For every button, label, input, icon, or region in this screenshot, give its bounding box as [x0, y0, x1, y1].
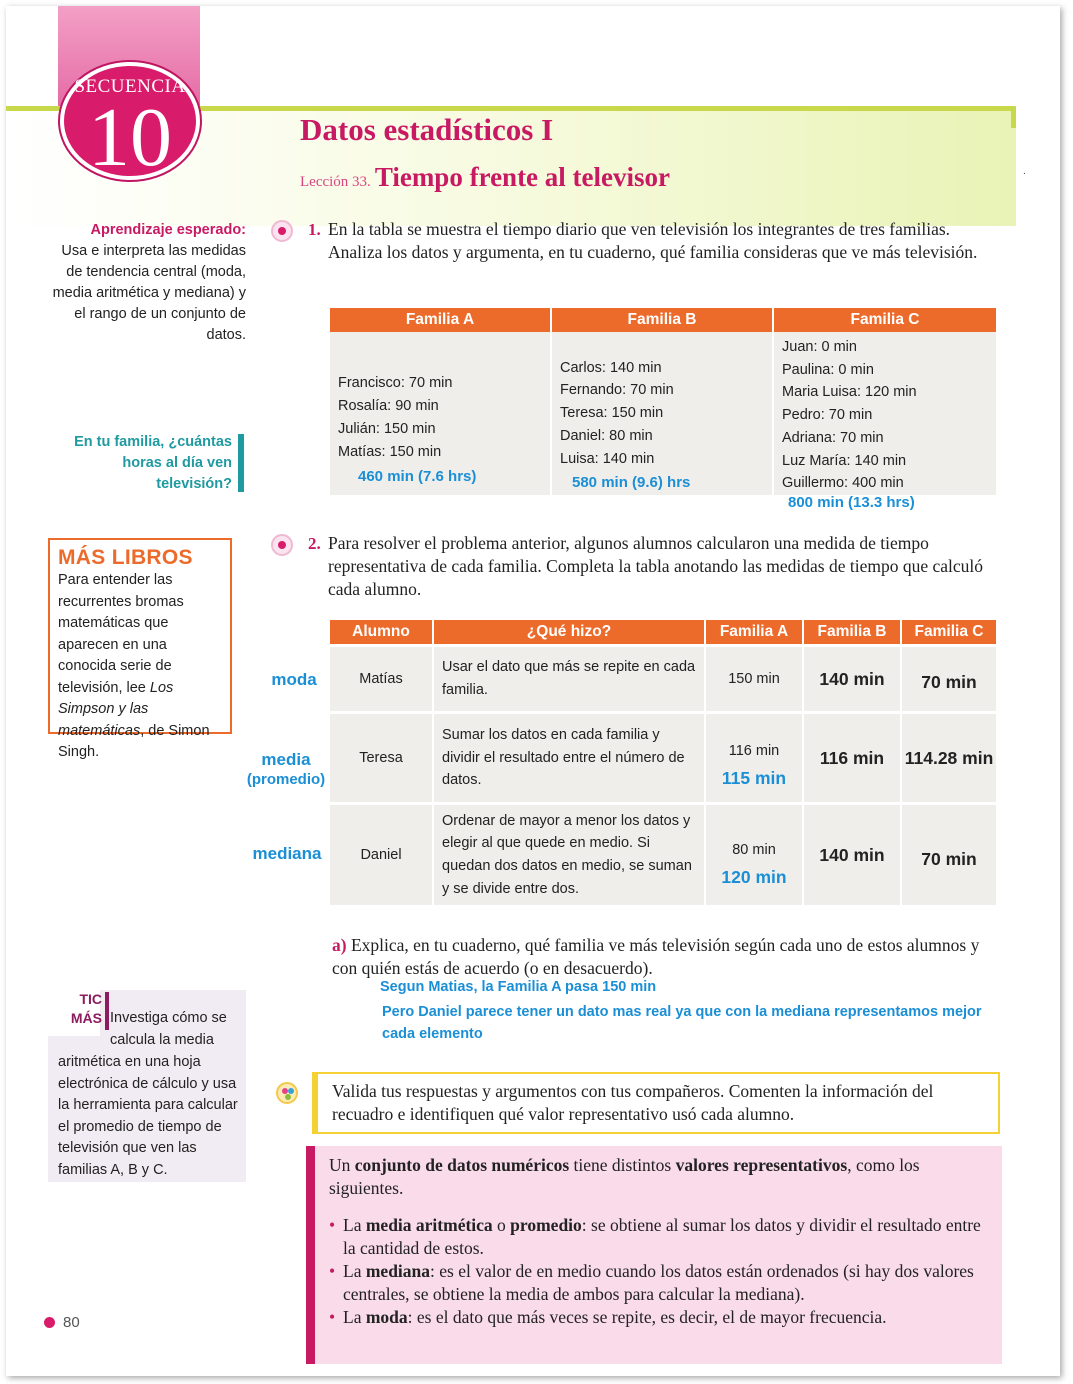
- table-row: Matías Usar el dato que más se repite en cada familia. 150 min 140 min 70 min: [330, 644, 996, 711]
- header-familia-c: Familia C: [902, 620, 996, 644]
- table-row: Daniel Ordenar de mayor a menor los datos y elegir al que quede en medio. Si quedan dos datos en medio, se suman y se divide entre dos. 80 min 120 min 140 min 70 min: [330, 802, 996, 905]
- answer-2: Pero Daniel parece tener un dato mas real ya que con la mediana representamos mejor cada elemento: [382, 1004, 982, 1042]
- answer-1: Segun Matias, la Familia A pasa 150 min: [380, 979, 657, 995]
- header-family-a: Familia A: [330, 308, 552, 332]
- sequence-label: SECUENCIA: [74, 76, 186, 97]
- textbook-page: [6, 6, 1060, 1376]
- header-que-hizo: ¿Qué hizo?: [434, 620, 706, 644]
- header-rule-end: [1011, 106, 1016, 128]
- header-familia-a: Familia A: [706, 620, 804, 644]
- sequence-number: 10: [88, 91, 172, 184]
- learning-goal-label: Aprendizaje esperado:: [90, 222, 246, 238]
- page-title: Datos estadísticos I: [300, 112, 554, 147]
- header-familia-b: Familia B: [804, 620, 902, 644]
- tic-box: [48, 990, 246, 1182]
- learning-goal-text: Usa e interpreta las medidas de tendencia central (moda, media aritmética y mediana) y el rango de un conjunto de datos.: [52, 243, 246, 343]
- more-books-text: Para entender las recurrentes bromas matemáticas que aparecen en una conocida serie de televisión, lee Los Simpson y las matemáticas, de Simon Singh.: [58, 572, 210, 760]
- question-a-label: a): [332, 935, 347, 955]
- tic-bar: [105, 992, 109, 1030]
- header-alumno: Alumno: [330, 620, 434, 644]
- sequence-badge: [60, 62, 200, 184]
- definition-box: [306, 1146, 1002, 1364]
- tic-text-body: aritmética en una hoja electrónica de cálculo y usa la herramienta para calcular el promedio de tiempo de televisión que ven las familias A, B y C.: [58, 1054, 238, 1178]
- definition-mean: • La media aritmética o promedio: se obtiene al sumar los datos y dividir el resultado entre la cantidad de estos.: [329, 1214, 988, 1260]
- q2-number: 2.: [308, 534, 321, 553]
- family-question-bar: [238, 434, 244, 492]
- family-times-table: [330, 308, 996, 495]
- book-title: Los Simpson y las matemáticas: [58, 679, 174, 739]
- team-icon: [276, 1082, 298, 1104]
- lesson-title: Tiempo frente al televisor: [374, 162, 670, 192]
- tic-text-intro: Investiga cómo se calcula la media: [110, 1010, 227, 1048]
- note-mediana: mediana: [252, 844, 322, 863]
- more-books-title: MÁS LIBROS: [58, 546, 193, 569]
- definition-intro: Un conjunto de datos numéricos tiene distintos valores representativos, como los siguientes.: [329, 1155, 920, 1198]
- validate-box: Valida tus respuestas y argumentos con tus compañeros. Comenten la información del recuadro e identifiquen qué valor representativo usó cada alumno.: [312, 1072, 1000, 1134]
- total-family-b: 580 min (9.6) hrs: [572, 474, 691, 492]
- family-question: En tu familia, ¿cuántas horas al día ven televisión?: [74, 434, 232, 492]
- lesson-number: Lección 33.: [300, 174, 371, 190]
- total-family-c: 800 min (13.3 hrs): [788, 494, 915, 511]
- corrected-mean-a: 115 min: [721, 768, 787, 788]
- more-books-box: [48, 538, 232, 760]
- learning-goal: [46, 220, 246, 346]
- corner-mark: .: [1023, 166, 1026, 177]
- definition-median: • La mediana: es el valor de en medio cuando los datos están ordenados (si hay dos valores centrales, se obtiene la media de ambos para calcular la mediana).: [329, 1260, 988, 1306]
- family-b-cell: Carlos: 140 min Fernando: 70 min Teresa: 150 min Daniel: 80 min Luisa: 140 min 580 min (9.6) hrs: [552, 332, 774, 495]
- q1-number: 1.: [308, 220, 321, 239]
- student-measures-table: [330, 620, 996, 905]
- activity-icon: [271, 220, 293, 242]
- tic-label: TIC MÁS: [70, 991, 102, 1026]
- definition-mode: • La moda: es el dato que más veces se repite, es decir, el de mayor frecuencia.: [329, 1306, 988, 1329]
- header-family-c: Familia C: [774, 308, 996, 332]
- question-a: [332, 934, 1002, 980]
- family-a-cell: Francisco: 70 min Rosalía: 90 min Julián: 150 min Matías: 150 min 460 min (7.6 hrs): [330, 332, 552, 495]
- total-family-a: 460 min (7.6 hrs): [358, 468, 477, 486]
- lesson-heading: [300, 162, 670, 193]
- corrected-median-a: 120 min: [721, 867, 787, 887]
- activity-icon: [271, 534, 293, 556]
- table-row: Teresa Sumar los datos en cada familia y dividir el resultado entre el número de datos. 116 min 115 min 116 min 114.28 min: [330, 711, 996, 802]
- header-family-b: Familia B: [552, 308, 774, 332]
- note-moda: moda: [271, 670, 317, 689]
- q1-text: En la tabla se muestra el tiempo diario que ven televisión los integrantes de tres familias. Analiza los datos y argumenta, en tu cuaderno, qué familia consideras que ve más televisión.: [328, 219, 978, 262]
- question-a-text: Explica, en tu cuaderno, qué familia ve más televisión según cada uno de estos alumnos y con quién estás de acuerdo (o en desacuerdo).: [332, 935, 980, 978]
- page-number: 80: [44, 1314, 80, 1331]
- family-c-cell: Juan: 0 min Paulina: 0 min Maria Luisa: 120 min Pedro: 70 min Adriana: 70 min Luz María: 140 min Guillermo: 400 min: [774, 332, 996, 495]
- note-media: media (promedio): [246, 750, 326, 788]
- q2-text: Para resolver el problema anterior, algunos alumnos calcularon una medida de tiempo representativa de cada familia. Completa la tabla anotando las medidas de tiempo que calculó cada alumno.: [328, 533, 984, 599]
